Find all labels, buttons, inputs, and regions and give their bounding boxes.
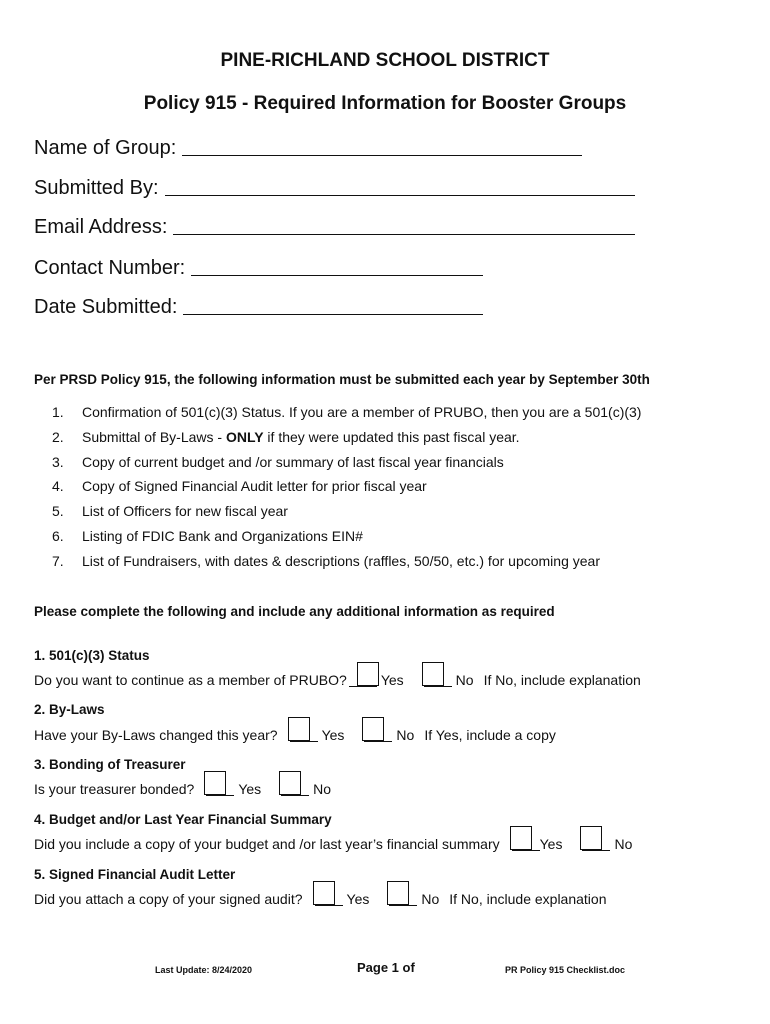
q4-no-line: [582, 840, 610, 851]
submitted-by-line[interactable]: [165, 179, 635, 196]
submitted-by-field: [34, 177, 635, 200]
q5-yes-line: [315, 895, 343, 906]
q2-no-label: No: [396, 727, 415, 743]
q4-heading: 4. Budget and/or Last Year Financial Summary: [34, 812, 332, 827]
q3-row: [34, 757, 331, 799]
file-name: PR Policy 915 Checklist.doc: [505, 965, 626, 975]
list-item: 6. Listing of FDIC Bank and Organizations EIN#: [52, 527, 363, 544]
q4-question: Did you include a copy of your budget and /or last year’s financial summary: [34, 836, 500, 852]
last-update: Last Update: 8/24/2020: [155, 965, 253, 975]
q5-row: [34, 867, 606, 909]
list-item: 1. Confirmation of 501(c)(3) Status. If you are a member of PRUBO, then you are a 501(c)(3): [52, 404, 642, 420]
q3-yes-label: Yes: [238, 781, 262, 797]
date-submitted-field: [34, 296, 483, 319]
q3-no-label: No: [313, 781, 332, 797]
q5-question: Did you attach a copy of your signed audit?: [34, 891, 303, 907]
q5-yes-label: Yes: [346, 891, 370, 907]
district-title: PINE-RICHLAND SCHOOL DISTRICT: [220, 50, 550, 71]
q1-heading: 1. 501(c)(3) Status: [34, 648, 150, 663]
q4-yes-label: Yes: [539, 836, 563, 852]
contact-number-field: [34, 257, 483, 280]
q3-question: Is your treasurer bonded?: [34, 781, 195, 797]
date-submitted-line[interactable]: [183, 298, 483, 315]
q5-note: If No, include explanation: [449, 891, 607, 907]
q2-note: If Yes, include a copy: [424, 727, 556, 743]
q4-no-label: No: [614, 836, 633, 852]
requirements-intro: Per PRSD Policy 915, the following information must be submitted each year by September 30th: [34, 372, 650, 387]
q1-no-line: [424, 676, 452, 687]
field-label: Email Address:: [34, 216, 168, 238]
q2-heading: 2. By-Laws: [34, 702, 105, 717]
q5-no-label: No: [421, 891, 440, 907]
contact-number-line[interactable]: [191, 259, 483, 276]
email-address-line[interactable]: [173, 218, 635, 235]
q4-yes-line: [512, 840, 540, 851]
requirements-list: [52, 400, 641, 574]
name-of-group-field: [34, 137, 582, 160]
q5-no-line: [389, 895, 417, 906]
field-label: Name of Group:: [34, 137, 177, 159]
email-address-field: [34, 216, 635, 239]
q2-question: Have your By-Laws changed this year?: [34, 727, 278, 743]
list-item: 4. Copy of Signed Financial Audit letter for prior fiscal year: [52, 478, 427, 495]
q1-row: [34, 648, 641, 690]
field-label: Contact Number:: [34, 257, 186, 279]
list-item: 7. List of Fundraisers, with dates & descriptions (raffles, 50/50, etc.) for upcoming year: [52, 552, 600, 569]
policy-title: Policy 915 - Required Information for Booster Groups: [143, 93, 627, 114]
list-item: 3. Copy of current budget and /or summary of last fiscal year financials: [52, 453, 504, 470]
q1-yes-label: Yes: [380, 672, 404, 688]
q3-yes-line: [206, 785, 234, 796]
q2-yes-label: Yes: [321, 727, 345, 743]
q2-yes-line: [290, 731, 318, 742]
q1-question: Do you want to continue as a member of PRUBO?: [34, 672, 347, 688]
q3-heading: 3. Bonding of Treasurer: [34, 757, 186, 772]
q4-row: [34, 812, 632, 854]
q1-no-label: No: [455, 672, 474, 688]
field-label: Submitted By:: [34, 177, 159, 199]
q1-yes-line: [349, 676, 377, 687]
q2-no-line: [364, 731, 392, 742]
name-of-group-line[interactable]: [182, 139, 582, 156]
q3-no-line: [281, 785, 309, 796]
q1-note: If No, include explanation: [483, 672, 641, 688]
q2-row: [34, 702, 556, 745]
list-item: 2. Submittal of By-Laws - ONLY if they were updated this past fiscal year.: [52, 428, 520, 445]
questions-instructions: Please complete the following and include any additional information as required: [34, 604, 555, 619]
field-label: Date Submitted:: [34, 296, 178, 318]
list-item: 5. List of Officers for new fiscal year: [52, 503, 288, 520]
q5-heading: 5. Signed Financial Audit Letter: [34, 867, 236, 882]
page-number: Page 1 of: [357, 960, 415, 975]
